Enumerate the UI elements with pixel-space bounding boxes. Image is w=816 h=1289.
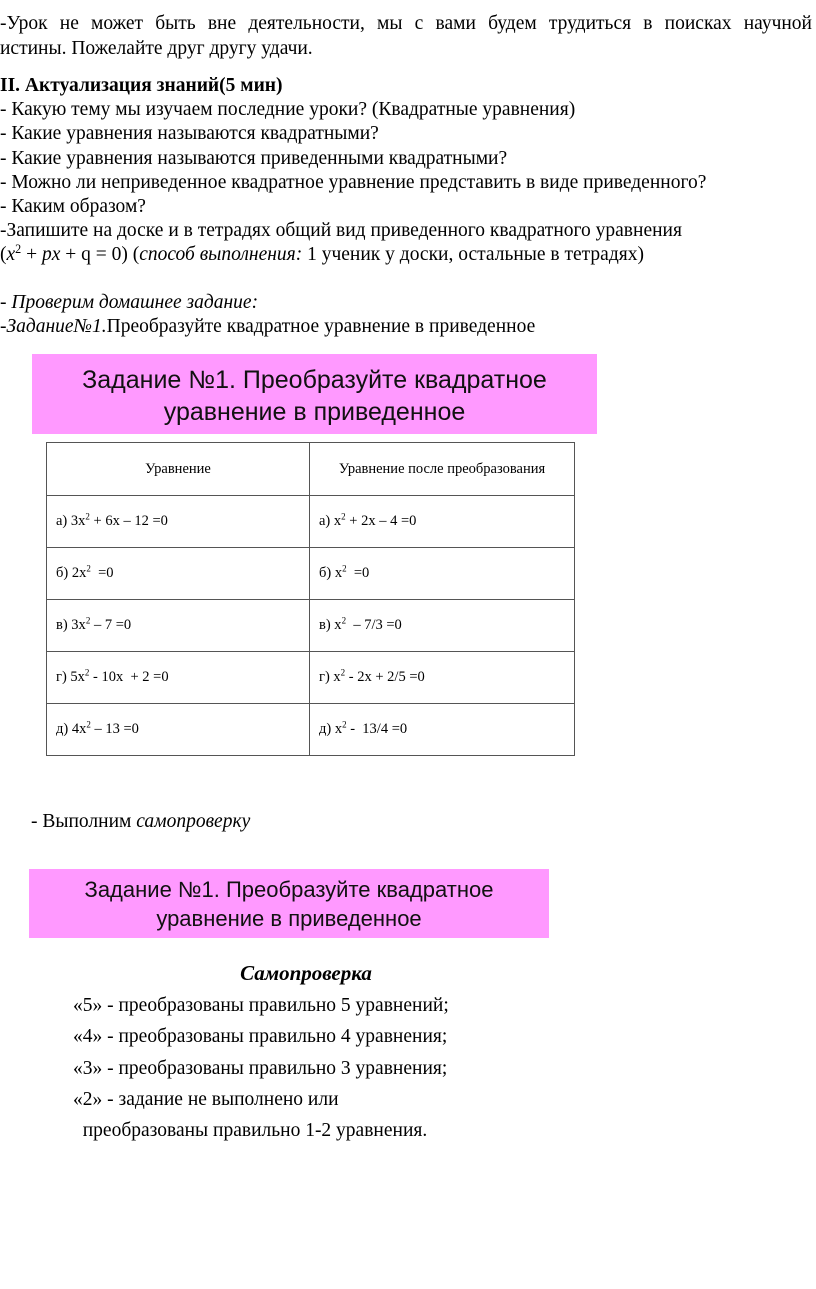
table-header-row	[47, 443, 575, 496]
table-row	[47, 548, 575, 600]
table-row	[47, 496, 575, 548]
intro-line-2: истины. Пожелайте друг другу удачи.	[0, 38, 313, 59]
transformed-cell: б) $x^2 =0$	[310, 548, 575, 600]
transformed-cell: в) $x^2 - 7/3 =0$	[310, 600, 575, 652]
banner-1-line-1: Задание №1. Преобразуйте квадратное	[82, 366, 547, 394]
banner-2-line-2: уравнение в приведенное	[156, 906, 422, 931]
question-6: -Запишите на доске и в тетрадях общий вид приведенного квадратного уравнения	[0, 220, 682, 241]
banner-1-line-2: уравнение в приведенное	[163, 398, 466, 426]
equation-cell: д) $4x^2 - 13 =0$	[47, 704, 310, 756]
grading-line-4: «4» - преобразованы правильно 4 уравнения;	[73, 1026, 448, 1047]
header-transformed: Уравнение после преобразования	[310, 443, 575, 496]
grading-line-5: «5» - преобразованы правильно 5 уравнений;	[73, 995, 449, 1016]
question-5: - Каким образом?	[0, 196, 146, 217]
header-equation: Уравнение	[47, 443, 310, 496]
selfcheck-line: - Выполним самопроверку	[31, 811, 251, 832]
section-heading: II. Актуализация знаний(5 мин)	[0, 75, 283, 96]
formula-line: ($x^2$ + px + q = 0) (способ выполнения: 1 ученик у доски, остальные в тетрадях)	[0, 241, 644, 265]
task-banner-2	[29, 869, 549, 938]
homework-check: - Проверим домашнее задание:	[0, 292, 259, 313]
equations-table	[46, 442, 575, 756]
task-line: -Задание№1.Преобразуйте квадратное уравнение в приведенное	[0, 316, 536, 337]
table-row	[47, 652, 575, 704]
table-row	[47, 600, 575, 652]
transformed-cell: г) $x^2 - 2x + 2/5 =0$	[310, 652, 575, 704]
question-2: - Какие уравнения называются квадратными?	[0, 123, 379, 144]
equation-cell: г) $5x^2 - 10x + 2 =0$	[47, 652, 310, 704]
table-row	[47, 704, 575, 756]
grading-title: Самопроверка	[240, 961, 372, 985]
grading-line-3: «3» - преобразованы правильно 3 уравнения;	[73, 1058, 448, 1079]
transformed-cell: д) $x^2 - 13/4 =0$	[310, 704, 575, 756]
equation-cell: б) $2x^2 =0$	[47, 548, 310, 600]
banner-2-line-1: Задание №1. Преобразуйте квадратное	[84, 877, 494, 902]
task-banner-1	[32, 354, 597, 434]
question-1: - Какую тему мы изучаем последние уроки? (Квадратные уравнения)	[0, 99, 576, 120]
question-3: - Какие уравнения называются приведенными квадратными?	[0, 148, 508, 169]
grading-line-2: «2» - задание не выполнено или	[73, 1089, 339, 1110]
equation-cell: а) $3x^2 + 6x - 12 =0$	[47, 496, 310, 548]
grading-line-2-cont: преобразованы правильно 1-2 уравнения.	[73, 1120, 428, 1141]
intro-line-1: -Урок не может быть вне деятельности, мы с вами будем трудиться в поисках научной	[0, 13, 812, 34]
equation-cell: в) $3x^2 - 7 =0$	[47, 600, 310, 652]
transformed-cell: а) $x^2 + 2x - 4 =0$	[310, 496, 575, 548]
question-4: - Можно ли неприведенное квадратное уравнение представить в виде приведенного?	[0, 172, 707, 193]
